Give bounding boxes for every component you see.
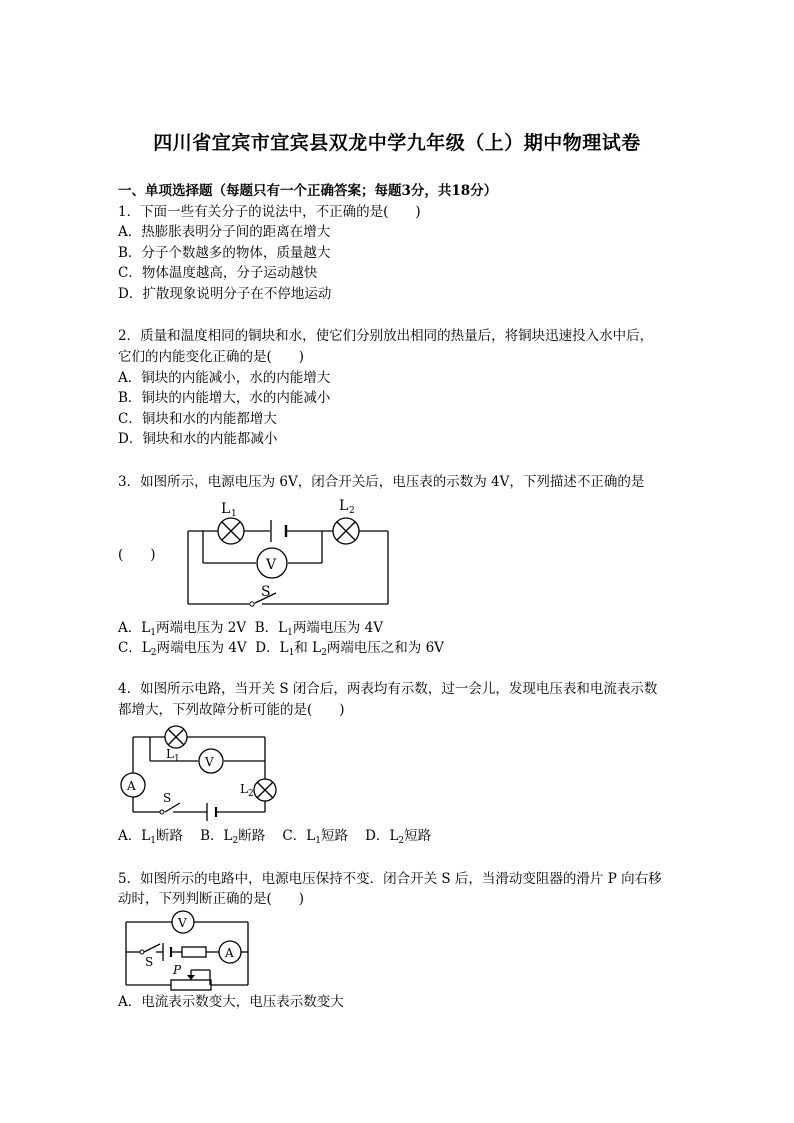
q4-option-a-text: 断路 — [155, 828, 183, 844]
q5-switch-label: S — [145, 955, 154, 969]
q4-label-l1: L — [166, 747, 174, 761]
q3-option-d-sub2: 2 — [321, 648, 327, 658]
q3-stem: 3．如图所示，电源电压为 6V，闭合开关后，电压表的示数为 4V，下列描述不正确的是 — [118, 474, 645, 490]
q3-option-b-prefix: B．L — [254, 620, 288, 636]
q5-option-a: A．电流表示数变大，电压表示数变大 — [118, 994, 344, 1010]
q3-option-d-text: 两端电压之和为 6V — [326, 640, 444, 656]
q4-option-c-prefix: C．L — [282, 828, 316, 844]
q1-option-c: C．物体温度越高，分子运动越快 — [118, 265, 318, 281]
q4-option-b-text: 断路 — [238, 828, 266, 844]
q4-option-d-prefix: D．L — [365, 828, 399, 844]
q3-answer-paren: ( ) — [118, 547, 156, 563]
q2-stem-line2: 它们的内能变化正确的是( ) — [118, 349, 305, 365]
q3-option-a-prefix: A．L — [118, 620, 151, 636]
q5-ammeter-label: A — [225, 946, 234, 960]
q3-label-l1: L — [221, 501, 231, 517]
q4-option-a-sub: 1 — [150, 836, 156, 846]
q4-option-d-text: 短路 — [404, 828, 432, 844]
q3-label-l2: L — [339, 498, 349, 514]
q4-option-a-prefix: A．L — [118, 828, 151, 844]
q4-option-d-sub: 2 — [398, 836, 405, 846]
q4-switch-label: S — [163, 791, 172, 805]
q2-option-c: C．铜块和水的内能都增大 — [118, 411, 277, 427]
q5-stem-line1: 5．如图所示的电路中，电源电压保持不变．闭合开关 S 后，当滑动变阻器的滑片 P 向右移 — [118, 871, 662, 887]
q4-label-l1-sub: 1 — [174, 754, 180, 764]
section-heading: 一、单项选择题（每题只有一个正确答案；每题3分，共18分） — [118, 183, 498, 199]
q3-switch-label: S — [261, 584, 271, 600]
q5-slider-arrowhead — [187, 975, 195, 980]
q3-option-a-text: 两端电压为 2V — [155, 620, 247, 636]
q4-option-b-sub: 2 — [232, 836, 239, 846]
q5-stem-line2: 动时，下列判断正确的是( ) — [118, 891, 305, 907]
q3-option-c-prefix: C．L — [118, 640, 151, 656]
q3-option-b-text: 两端电压为 4V — [292, 620, 383, 636]
q4-label-l2: L — [240, 782, 248, 796]
q3-option-d-mid: 和 L — [294, 640, 322, 656]
q2-stem-line1: 2．质量和温度相同的铜块和水，使它们分别放出相同的热量后，将铜块迅速投入水中后， — [118, 328, 654, 344]
q5-switch-pivot — [140, 950, 144, 954]
q1-option-d: D．扩散现象说明分子在不停地运动 — [118, 286, 332, 302]
q4-ammeter-label: A — [127, 779, 136, 793]
q4-option-b-prefix: B．L — [200, 828, 233, 844]
q2-option-a: A．铜块的内能减小，水的内能增大 — [118, 370, 331, 386]
q3-option-d-sub1: 1 — [288, 648, 295, 658]
q2-option-b: B．铜块的内能增大，水的内能减小 — [118, 390, 331, 406]
q4-option-c-sub: 1 — [315, 836, 321, 846]
q3-label-l2-sub: 2 — [349, 506, 355, 516]
q2-option-d: D．铜块和水的内能都减小 — [118, 431, 278, 447]
q1-option-b: B．分子个数越多的物体，质量越大 — [118, 245, 331, 261]
q3-option-c-text: 两端电压为 4V — [156, 640, 247, 656]
q1-option-a: A．热膨胀表明分子间的距离在增大 — [118, 224, 331, 240]
q4-label-l2-sub: 2 — [248, 789, 254, 799]
q4-stem-line2: 都增大，下列故障分析可能的是( ) — [118, 702, 345, 718]
paper-title: 四川省宜宾市宜宾县双龙中学九年级（上）期中物理试卷 — [153, 132, 641, 154]
q3-option-c-sub: 2 — [150, 648, 157, 658]
q4-option-c-text: 短路 — [320, 828, 348, 844]
q3-voltmeter-label: V — [266, 557, 277, 573]
q5-slider-label: P — [173, 963, 182, 977]
q3-option-b-sub: 1 — [287, 628, 293, 638]
q4-voltmeter-label: V — [205, 755, 214, 769]
q3-option-a-sub: 1 — [150, 628, 156, 638]
q4-stem-line1: 4．如图所示电路，当开关 S 闭合后，两表均有示数，过一会儿，发现电压表和电流表示数 — [118, 681, 658, 697]
q3-label-l1-sub: 1 — [231, 509, 237, 519]
q3-option-d-prefix: D．L — [255, 640, 289, 656]
q1-stem: 1．下面一些有关分子的说法中，不正确的是( ) — [118, 204, 421, 220]
q5-voltmeter-label: V — [178, 916, 187, 930]
